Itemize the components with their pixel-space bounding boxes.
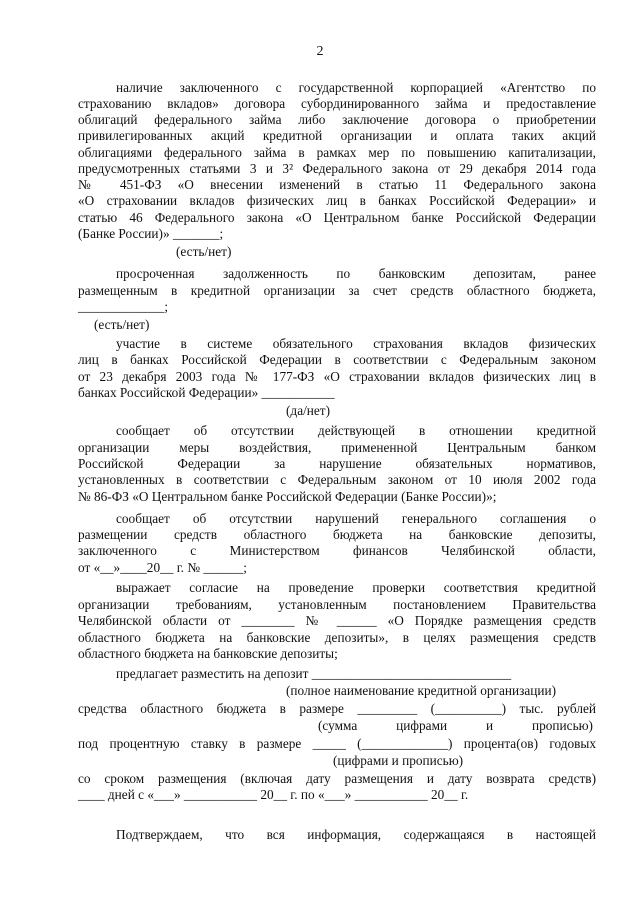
text-line: организации требованиям, установленным постановлением Правительства	[78, 597, 596, 612]
text-line: от 23 декабря 2003 года № 177-ФЗ «О страховании вкладов физических лиц в	[78, 369, 596, 384]
text-line: выражает согласие на проведение проверки соответствия кредитной	[116, 580, 596, 595]
text-line: № 451-ФЗ «О внесении изменений в статью 11 Федерального закона	[78, 177, 596, 192]
text-line: областного бюджета на банковские депозиты;	[78, 646, 338, 661]
text-line: сообщает об отсутствии действующей в отношении кредитной	[116, 423, 596, 438]
text-line: страхованию вкладов» договора субординированного займа и предоставление	[78, 96, 596, 111]
field-hint: (да/нет)	[286, 403, 331, 418]
text-line: № 86-ФЗ «О Центральном банке Российской Федерации (Банке России)»;	[78, 489, 497, 504]
field-hint: (цифрами и прописью)	[333, 753, 464, 768]
text-line: (Банке России)» _______;	[78, 226, 224, 241]
text-line: «О страховании вкладов физических лиц в банках Российской Федерации» и	[78, 193, 596, 208]
text-line: статью 46 Федерального закона «О Центральном банке Российской Федерации	[78, 210, 596, 225]
text-line: облигациями федерального займа в рамках мер по повышению капитализации,	[78, 145, 596, 160]
text-line: облигаций федерального займа либо заключение договора о приобретении	[78, 112, 596, 127]
text-line: ____ дней с «___» ___________ 20__ г. по «___» ___________ 20__ г.	[78, 787, 469, 802]
text-line: областного бюджета на банковские депозиты», в целях размещения средств	[78, 630, 596, 645]
text-line: наличие заключенного с государственной корпорацией «Агентство по	[116, 80, 596, 95]
text-line: заключенного с Министерством финансов Челябинской области,	[78, 543, 596, 558]
field-hint: (полное наименование кредитной организации)	[286, 683, 557, 698]
text-line: предлагает разместить на депозит ______________________________	[116, 666, 512, 681]
text-line: размещенным в кредитной организации за счет средств областного бюджета,	[78, 283, 596, 298]
field-hint: (есть/нет)	[176, 244, 232, 259]
text-line: Подтверждаем, что вся информация, содержащаяся в настоящей	[116, 827, 596, 842]
text-line: участие в системе обязательного страхования вкладов физических	[116, 336, 596, 351]
text-line: Челябинской области от ________ № ______ «О Порядке размещения средств	[78, 613, 596, 628]
text-line: сообщает об отсутствии нарушений генерального соглашения о	[116, 511, 596, 526]
text-line: установленных в соответствии с Федеральным законом от 10 июля 2002 года	[78, 472, 596, 487]
page-number: 2	[316, 44, 324, 59]
text-line: просроченная задолженность по банковским депозитам, ранее	[116, 266, 596, 281]
field-hint: (сумма цифрами и прописью)	[318, 718, 593, 733]
text-line: _____________;	[78, 299, 169, 314]
text-line: под процентную ставку в размере _____ (_____________) процента(ов) годовых	[78, 736, 596, 751]
text-line: средства областного бюджета в размере _________ (__________) тыс. рублей	[78, 701, 596, 716]
text-line: от «__»____20__ г. № ______;	[78, 560, 247, 575]
field-hint: (есть/нет)	[94, 317, 150, 332]
text-line: организации меры воздействия, примененной Центральным банком	[78, 440, 596, 455]
text-line: привилегированных акций кредитной организации и оплата таких акций	[78, 128, 596, 143]
text-line: Российской Федерации за нарушение обязательных нормативов,	[78, 456, 596, 471]
text-line: предусмотренных статьями 3 и 3² Федерального закона от 29 декабря 2014 года	[78, 161, 596, 176]
text-line: размещении средств областного бюджета на банковские депозиты,	[78, 527, 596, 542]
text-line: лиц в банках Российской Федерации в соответствии с Федеральным законом	[78, 352, 596, 367]
text-line: банках Российской Федерации» ___________	[78, 385, 335, 400]
text-line: со сроком размещения (включая дату размещения и дату возврата средств)	[78, 771, 596, 786]
